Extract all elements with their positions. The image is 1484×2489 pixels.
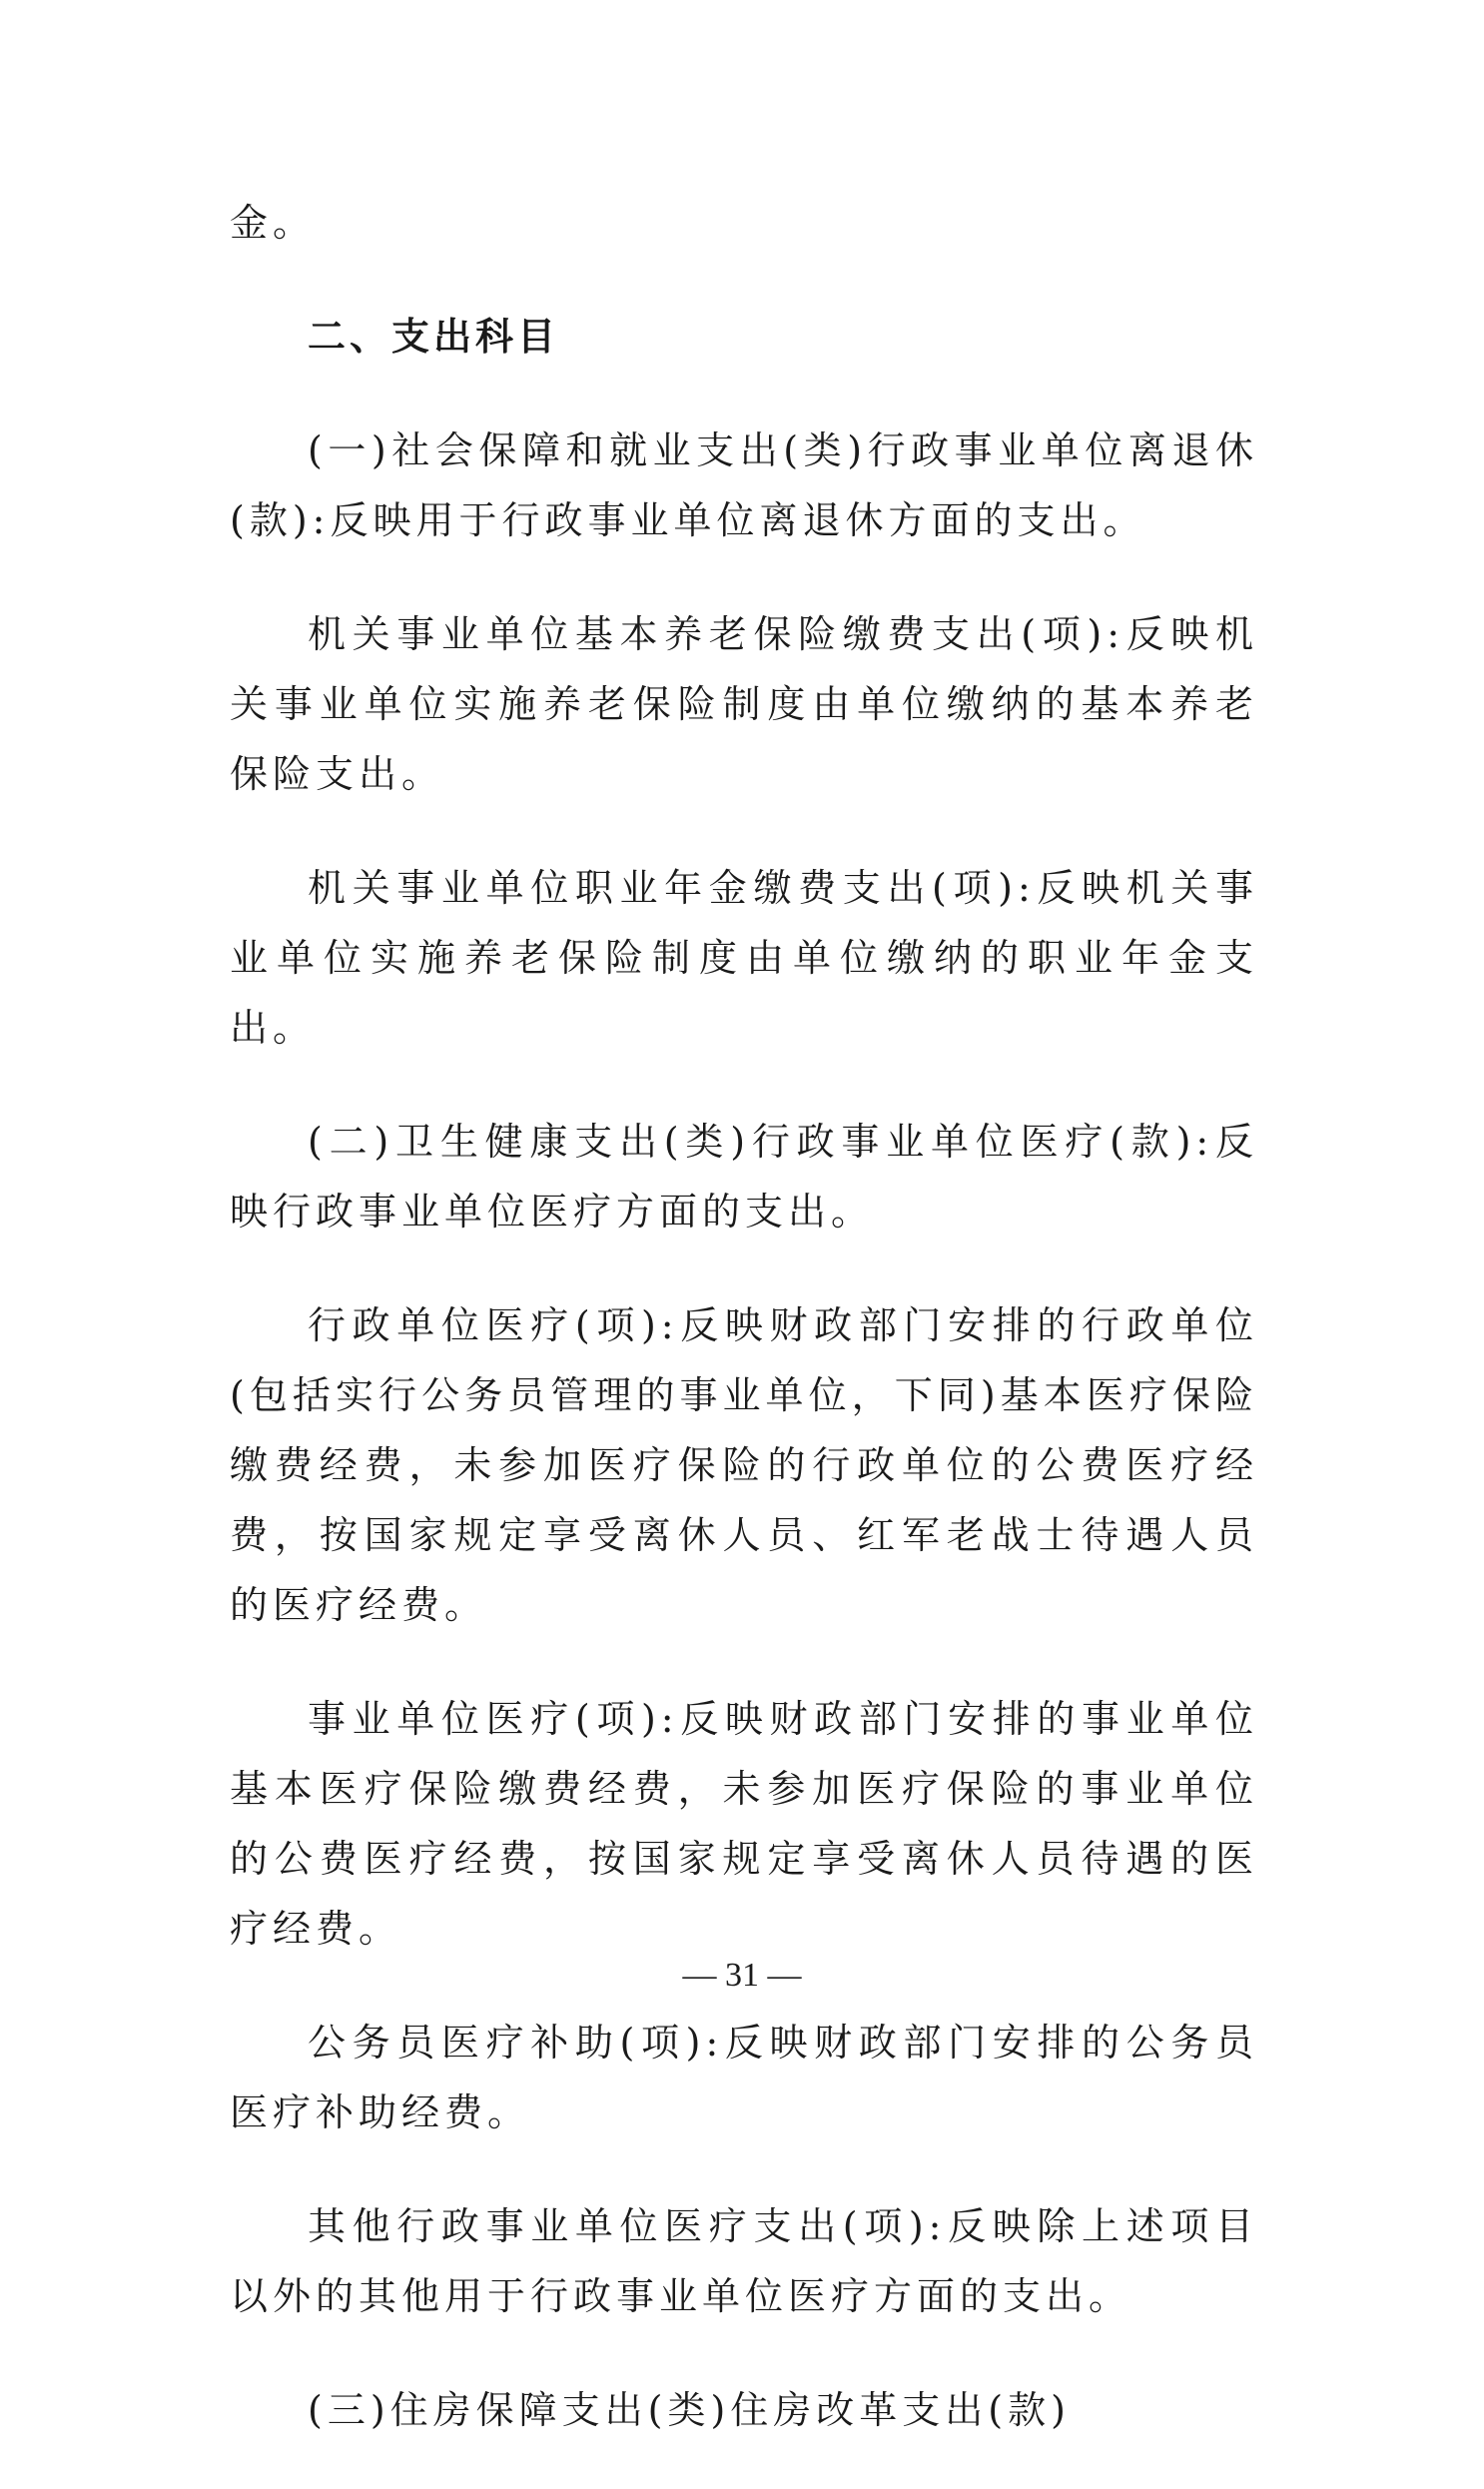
paragraph-social-security: (一)社会保障和就业支出(类)行政事业单位离退休(款):反映用于行政事业单位离退休方面的支出。 xyxy=(230,428,1258,542)
continuation-text: 金。 xyxy=(230,201,317,245)
page-number: — 31 — xyxy=(682,1957,802,1994)
paragraph-basic-pension: 机关事业单位基本养老保险缴费支出(项):反映机关事业单位实施养老保险制度由单位缴纳的基本养老保险支出。 xyxy=(230,612,1258,796)
document-body xyxy=(230,188,1258,2489)
section-heading: 二、支出科目 xyxy=(308,315,560,359)
paragraph-civil-servant-subsidy: 公务员医疗补助(项):反映财政部门安排的公务员医疗补助经费。 xyxy=(230,2021,1258,2134)
paragraph-other-medical: 其他行政事业单位医疗支出(项):反映除上述项目以外的其他用于行政事业单位医疗方面的支出。 xyxy=(230,2204,1258,2318)
paragraph-health: (二)卫生健康支出(类)行政事业单位医疗(款):反映行政事业单位医疗方面的支出。 xyxy=(230,1120,1258,1234)
paragraph-administrative-medical: 行政单位医疗(项):反映财政部门安排的行政单位(包括实行公务员管理的事业单位，下同)基本医疗保险缴费经费，未参加医疗保险的行政单位的公费医疗经费，按国家规定享受离休人员、红军老战士待遇人员的医疗经费。 xyxy=(230,1303,1258,1627)
paragraph-housing: (三)住房保障支出(类)住房改革支出(款) xyxy=(308,2388,1071,2432)
paragraph-occupational-annuity: 机关事业单位职业年金缴费支出(项):反映机关事业单位实施养老保险制度由单位缴纳的职业年金支出。 xyxy=(230,866,1258,1050)
paragraph-institution-medical: 事业单位医疗(项):反映财政部门安排的事业单位基本医疗保险缴费经费，未参加医疗保险的事业单位的公费医疗经费，按国家规定享受离休人员待遇的医疗经费。 xyxy=(230,1697,1258,1951)
